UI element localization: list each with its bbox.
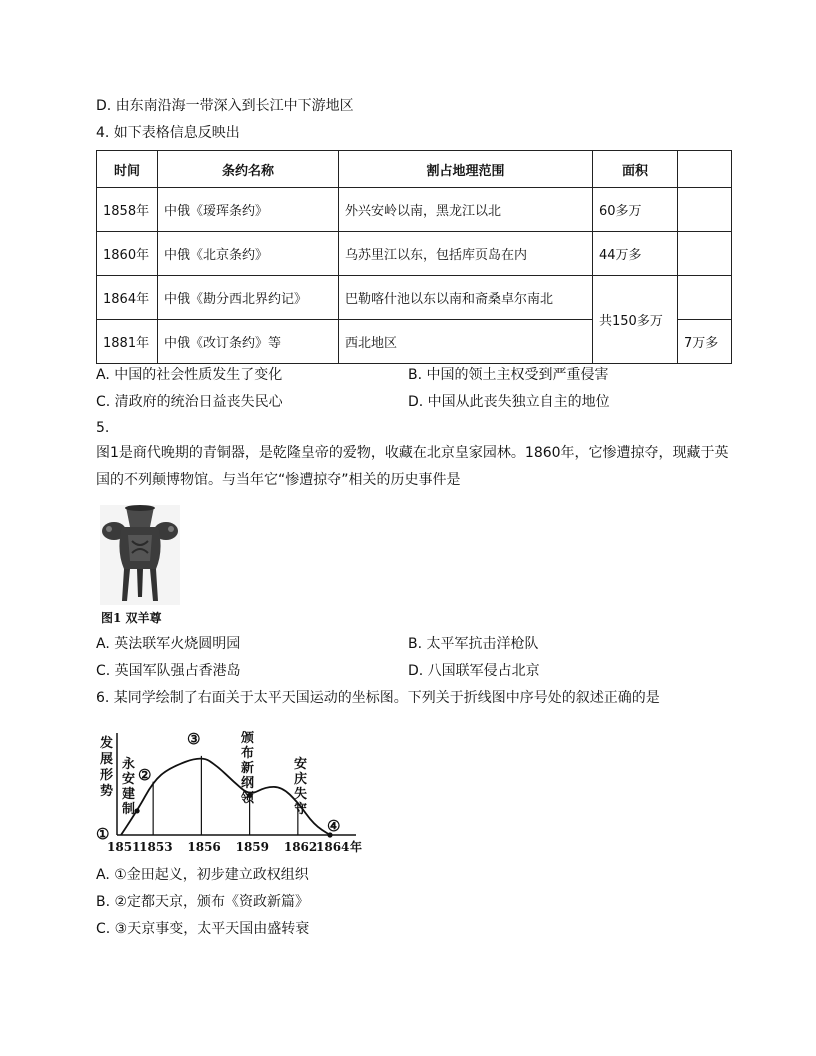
- bronze-vessel-image: [100, 505, 180, 605]
- annotation-char: 领: [241, 791, 255, 806]
- q5-number: 5.: [96, 420, 110, 436]
- marker-4: ④: [327, 817, 341, 835]
- x-tick-label: 1862: [283, 840, 318, 854]
- q5-option-d: D. 八国联军侵占北京: [408, 663, 540, 679]
- cell-empty: [678, 188, 732, 232]
- cell-time: 1881年: [97, 320, 158, 364]
- annotation-new-program: [240, 730, 255, 806]
- table-row: [97, 188, 732, 232]
- cell-area: 60多万: [593, 188, 678, 232]
- header-area: 面积: [593, 151, 678, 188]
- q5-option-c: C. 英国军队强占香港岛: [96, 663, 241, 679]
- x-tick-label: 1851: [107, 840, 141, 854]
- cell-extra-area: 7万多: [678, 320, 732, 364]
- annotation-yongan: [121, 756, 135, 817]
- annotation-char: 新: [241, 761, 255, 776]
- x-tick-label: 1856: [187, 840, 221, 854]
- annotation-char: 纲: [241, 776, 255, 791]
- taiping-chart: [94, 727, 374, 862]
- cell-range: 乌苏里江以东，包括库页岛在内: [339, 232, 593, 276]
- marker-1: ①: [96, 825, 110, 843]
- y-axis-label: [99, 735, 114, 799]
- q3-option-d: D. 由东南沿海一带深入到长江中下游地区: [96, 98, 354, 114]
- header-treaty-name: 条约名称: [158, 151, 339, 188]
- q6-option-a: A. ①金田起义，初步建立政权组织: [96, 867, 309, 883]
- drop-lines: [153, 756, 298, 835]
- cell-time: 1864年: [97, 276, 158, 320]
- q6-option-c: C. ③天京事变，太平天国由盛转衰: [96, 921, 310, 937]
- annotation-char: 建: [122, 787, 136, 802]
- header-time: 时间: [97, 151, 158, 188]
- x-axis-label: 年: [350, 840, 363, 854]
- annotation-char: 永: [122, 757, 136, 772]
- cell-treaty-name: 中俄《瑷珲条约》: [158, 188, 339, 232]
- q6-option-b: B. ②定都天京，颁布《资政新篇》: [96, 894, 310, 910]
- table-row: [97, 276, 732, 320]
- q5-stem-line1: 图1是商代晚期的青铜器，是乾隆皇帝的爱物，收藏在北京皇家园林。1860年，它惨遭掠夺，现藏于英: [96, 445, 729, 461]
- annotation-char: 颁: [241, 731, 255, 746]
- cell-area: 44万多: [593, 232, 678, 276]
- q4-option-d: D. 中国从此丧失独立自主的地位: [408, 394, 610, 410]
- svg-text:展: 展: [100, 752, 114, 767]
- cell-range: 巴勒喀什池以东以南和斋桑卓尔南北: [339, 276, 593, 320]
- x-tick-label: 1853: [139, 840, 173, 854]
- q4-option-b: B. 中国的领土主权受到严重侵害: [408, 367, 609, 383]
- header-empty: [678, 151, 732, 188]
- q5-stem-line2: 国的不列颠博物馆。与当年它“惨遭掠夺”相关的历史事件是: [96, 472, 461, 488]
- annotation-char: 安: [122, 772, 136, 787]
- annotation-char: 守: [294, 802, 308, 817]
- annotation-anqing: [294, 756, 307, 817]
- q4-option-a: A. 中国的社会性质发生了变化: [96, 367, 283, 383]
- table-header-row: [97, 151, 732, 188]
- q4-option-c: C. 清政府的统治日益丧失民心: [96, 394, 283, 410]
- cell-empty: [678, 276, 732, 320]
- svg-text:势: 势: [100, 784, 114, 799]
- svg-text:发: 发: [100, 736, 114, 751]
- treaty-table: [96, 150, 732, 364]
- annotation-char: 失: [294, 787, 308, 802]
- q5-option-b: B. 太平军抗击洋枪队: [408, 636, 539, 652]
- q6-stem: 6. 某同学绘制了右面关于太平天国运动的坐标图。下列关于折线图中序号处的叙述正确的是: [96, 690, 660, 706]
- q4-stem: 4. 如下表格信息反映出: [96, 125, 240, 141]
- annotation-char: 安: [294, 757, 308, 772]
- cell-treaty-name: 中俄《改订条约》等: [158, 320, 339, 364]
- q5-option-a: A. 英法联军火烧圆明园: [96, 636, 241, 652]
- table-row: [97, 232, 732, 276]
- marker-3: ③: [187, 730, 201, 748]
- figure-caption: 图1 双羊尊: [101, 611, 162, 625]
- svg-text:形: 形: [100, 768, 114, 783]
- cell-range: 外兴安岭以南，黑龙江以北: [339, 188, 593, 232]
- x-tick-label: 1859: [235, 840, 270, 854]
- header-range: 割占地理范围: [339, 151, 593, 188]
- cell-time: 1858年: [97, 188, 158, 232]
- cell-treaty-name: 中俄《勘分西北界约记》: [158, 276, 339, 320]
- data-point: [134, 808, 139, 813]
- cell-time: 1860年: [97, 232, 158, 276]
- annotation-char: 制: [122, 802, 136, 817]
- cell-merged-area: 共150多万: [593, 276, 678, 364]
- x-tick-label: 1864: [316, 840, 350, 854]
- marker-2: ②: [138, 766, 152, 784]
- x-tick-labels: [107, 840, 349, 854]
- annotation-char: 布: [241, 746, 255, 761]
- annotation-char: 庆: [294, 772, 308, 787]
- cell-range: 西北地区: [339, 320, 593, 364]
- cell-treaty-name: 中俄《北京条约》: [158, 232, 339, 276]
- cell-empty: [678, 232, 732, 276]
